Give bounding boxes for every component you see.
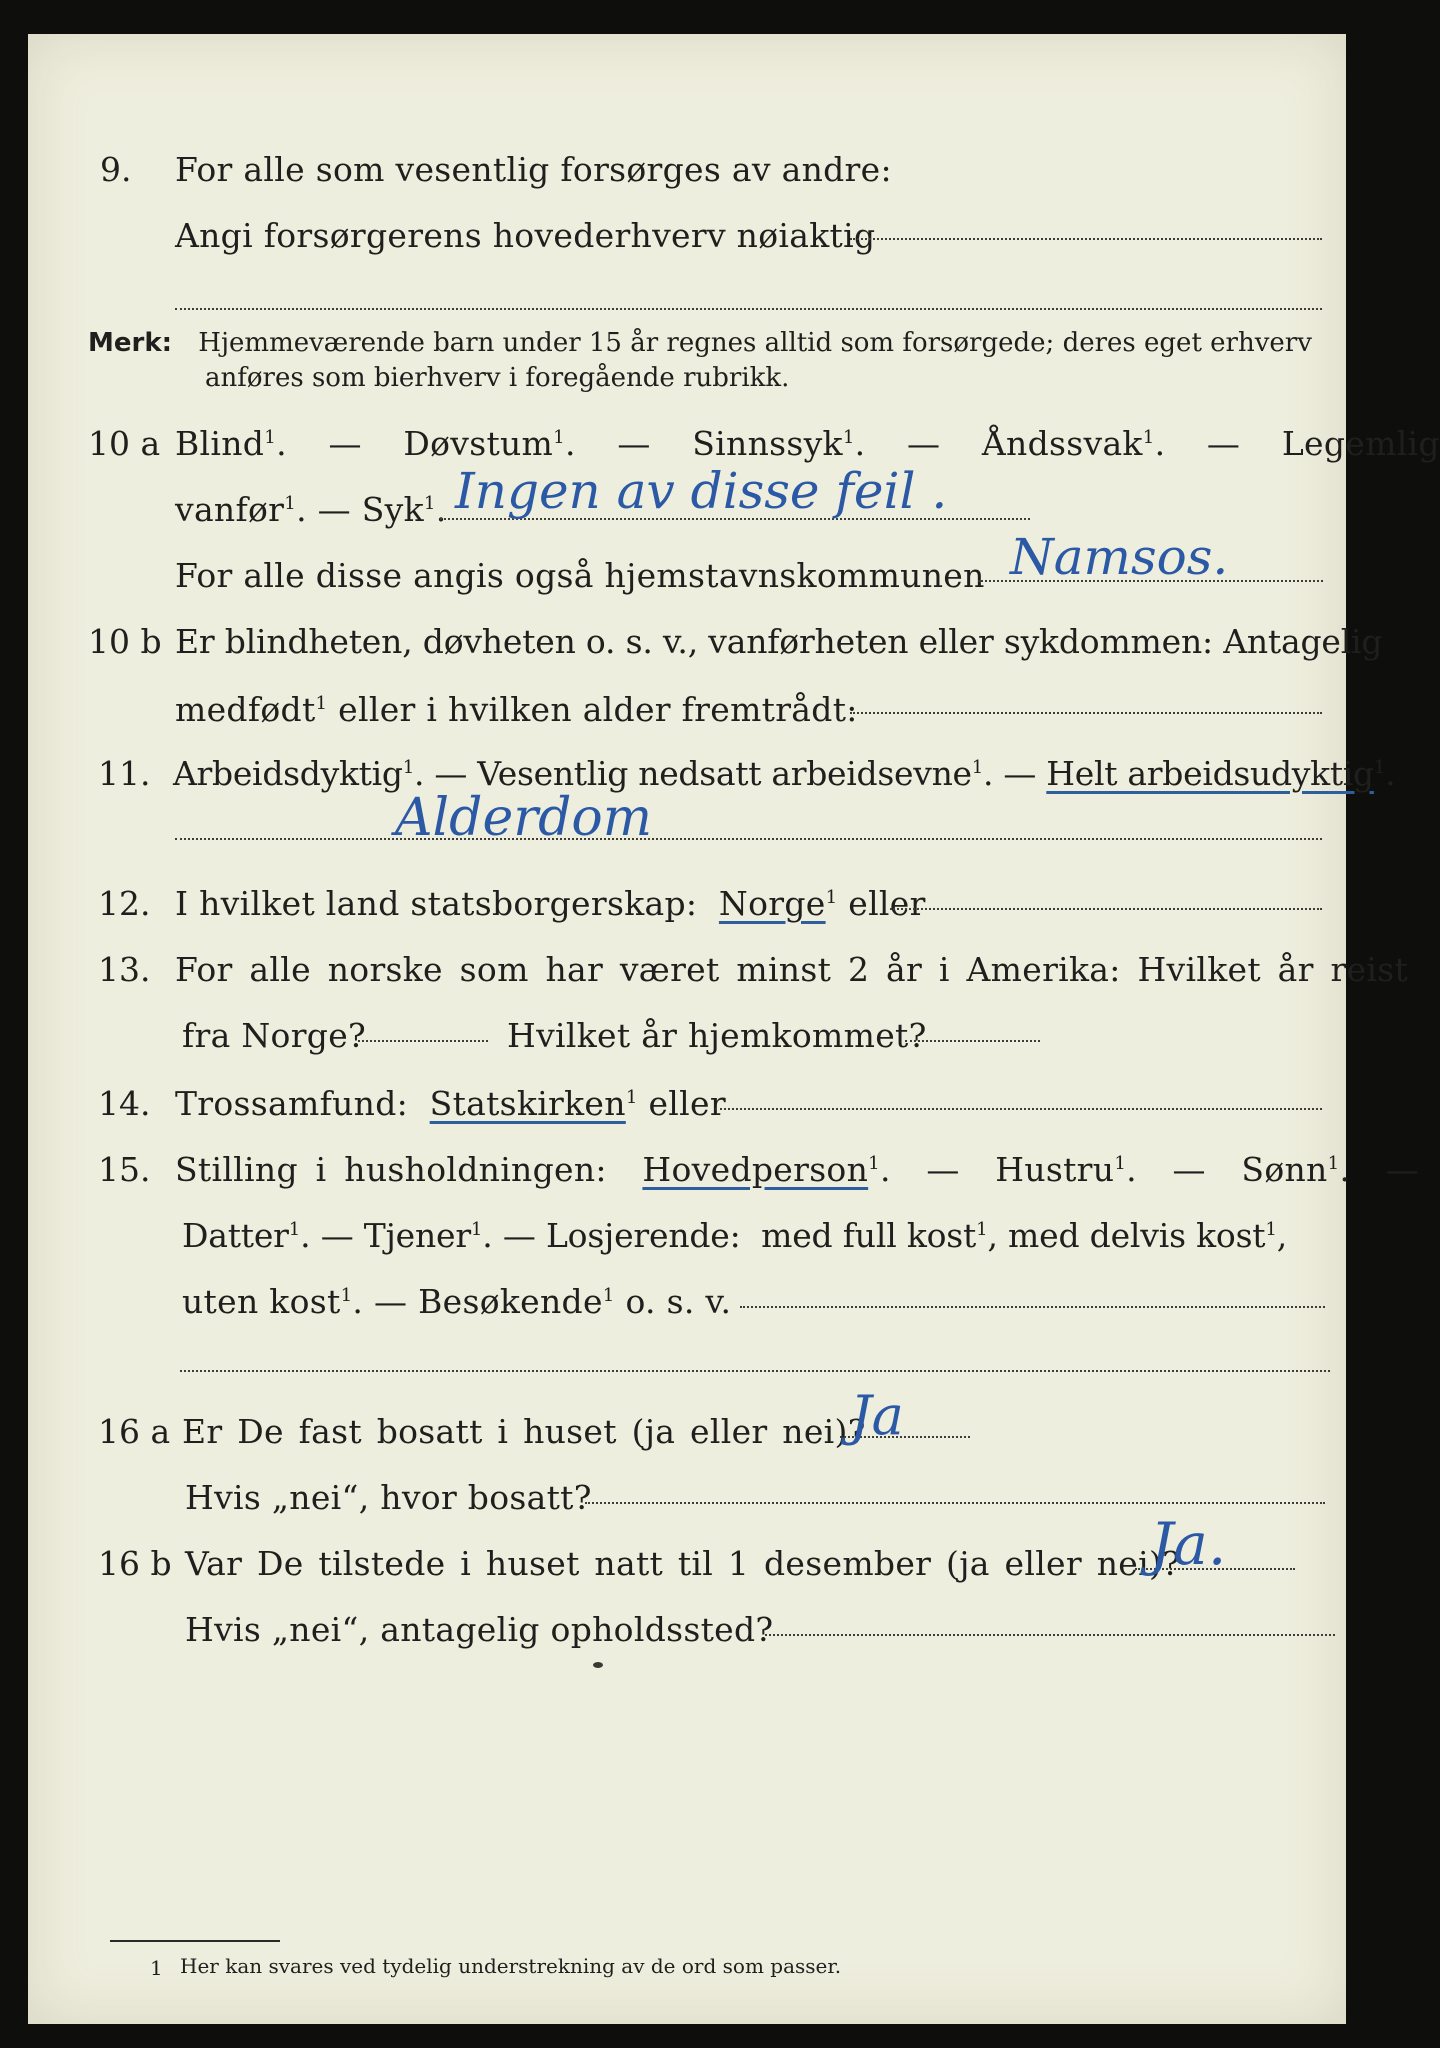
q15-line2: Datter$^1$. — Tjener$^1$. — Losjerende: med full kost$^1$, med delvis kost$^1$, (182, 1216, 1288, 1255)
q14-statskirken: Statskirken (429, 1084, 626, 1123)
q14-line: Trossamfund: Statskirken$^1$ eller (175, 1084, 726, 1123)
q15-tjener: Tjener (363, 1216, 471, 1255)
q9-line1: For alle som vesentlig forsørges av andre: (175, 150, 892, 189)
q12-line: I hvilket land statsborgerskap: Norge$^1$ eller (175, 884, 926, 923)
q16b-opholdssted-answer-line (765, 1634, 1335, 1636)
q15-osv: o. s. v. (625, 1282, 732, 1321)
q11-answer: Alderdom (395, 788, 653, 848)
q9-answer-line (850, 238, 1322, 240)
q10b-line2: medfødt$^1$ eller i hvilken alder fremtrådt: (175, 690, 858, 729)
q16a-number: 16 a (98, 1412, 171, 1451)
q10a-vanfor: vanfør (175, 490, 285, 529)
q16a-bosatt-answer-line (585, 1502, 1325, 1504)
q11-number: 11. (98, 754, 151, 793)
q16b-answer: Ja. (1150, 1510, 1227, 1578)
q12-answer-line (890, 908, 1322, 910)
q10a-andssvak: Åndssvak (981, 424, 1143, 463)
q10a-sinnssyk: Sinnssyk (692, 424, 843, 463)
q16a-line1: Er De fast bosatt i huset (ja eller nei)? (182, 1412, 866, 1451)
q14-number: 14. (98, 1084, 151, 1123)
q16a-line2: Hvis „nei“, hvor bosatt? (185, 1478, 592, 1517)
q15-uten-kost: uten kost (182, 1282, 341, 1321)
footnote-rule (110, 1940, 280, 1942)
q15-losjerende: Losjerende: (545, 1216, 741, 1255)
merk-note (88, 328, 1312, 358)
q15-answer-line-2 (180, 1370, 1330, 1372)
q15-hustru: Hustru (995, 1150, 1115, 1189)
q15-text: Stilling i husholdningen: (175, 1150, 607, 1189)
q9-number: 9. (100, 150, 132, 189)
q11-helt: Helt arbeidsudyktig (1046, 754, 1374, 793)
q15-hovedperson: Hovedperson (642, 1150, 869, 1189)
q12-text: I hvilket land statsborgerskap: (175, 884, 698, 923)
merk-line1: Hjemmeværende barn under 15 år regnes alltid som forsørgede; deres eget erhverv (198, 328, 1312, 358)
q10a-blind: Blind (175, 424, 265, 463)
q16b-number: 16 b (98, 1544, 172, 1583)
q16a-answer: Ja (850, 1384, 904, 1447)
footnote-marker: 1 (150, 1956, 163, 1980)
q14-eller: eller (648, 1084, 726, 1123)
q12-norge: Norge (718, 884, 826, 923)
q10a-line3: For alle disse angis også hjemstavnskommunen (175, 556, 985, 595)
q15-besokende: Besøkende (418, 1282, 603, 1321)
q16b-line1: Var De tilstede i huset natt til 1 desember (ja eller nei)? (185, 1544, 1181, 1583)
q13-reist-answer-line (358, 1040, 488, 1042)
q13-line1: For alle norske som har været minst 2 år i Amerika: Hvilket år reist (175, 950, 1409, 989)
q15-line3: uten kost$^1$. — Besøkende$^1$ o. s. v. (182, 1282, 732, 1321)
merk-label: Merk: (88, 328, 173, 358)
q11-line1: Arbeidsdyktig$^1$. — Vesentlig nedsatt arbeidsevne$^1$. — Helt arbeidsudyktig$^1$. (173, 754, 1396, 793)
q10b-line1: Er blindheten, døvheten o. s. v., vanførheten eller sykdommen: Antagelig (175, 622, 1383, 661)
q15-med-delvis: med delvis kost (1008, 1216, 1266, 1255)
q12-number: 12. (98, 884, 151, 923)
footnote-text: Her kan svares ved tydelig understrekning av de ord som passer. (180, 1954, 842, 1978)
q10b-answer-line (850, 712, 1322, 714)
q10a-number: 10 a (88, 424, 161, 463)
q10a-line1: Blind$^1$. — Døvstum$^1$. — Sinnssyk$^1$. — Åndssvak$^1$. — Legemlig (175, 424, 1440, 463)
q10a-legemlig: Legemlig (1281, 424, 1440, 463)
q15-line1: Stilling i husholdningen: Hovedperson$^1$. — Hustru$^1$. — Sønn$^1$. — (175, 1150, 1420, 1189)
q9-answer-line-2 (175, 308, 1322, 310)
q13-line2b: Hvilket år hjemkommet? (507, 1016, 927, 1055)
q13-line2a: fra Norge? (182, 1016, 367, 1055)
q14-answer-line (715, 1108, 1322, 1110)
q12-eller: eller (848, 884, 926, 923)
q13-number: 13. (98, 950, 151, 989)
q10a-kommune-answer: Namsos. (1010, 528, 1229, 586)
q11-answer-line (175, 838, 1322, 840)
q15-number: 15. (98, 1150, 151, 1189)
q10b-number: 10 b (88, 622, 162, 661)
q11-vesentlig: Vesentlig nedsatt arbeidsevne (477, 754, 972, 793)
q10a-dovstum: Døvstum (403, 424, 554, 463)
ink-spot (593, 1662, 603, 1668)
q10a-line2: vanfør$^1$. — Syk$^1$. (175, 490, 447, 529)
q10b-medfodt: medfødt (175, 690, 316, 729)
q9-line2: Angi forsørgerens hovederhverv nøiaktig (175, 216, 876, 255)
q10a-syk: Syk (361, 490, 424, 529)
q10b-line2-rest: eller i hvilken alder fremtrådt: (338, 690, 858, 729)
q10a-syk-answer: Ingen av disse feil . (455, 462, 948, 520)
q15-datter: Datter (182, 1216, 289, 1255)
q13-hjemkommet-answer-line (905, 1040, 1040, 1042)
q15-med-full: med full kost (761, 1216, 977, 1255)
merk-line2: anføres som bierhverv i foregående rubrikk. (205, 363, 790, 393)
q14-text: Trossamfund: (175, 1084, 409, 1123)
q15-sonn: Sønn (1241, 1150, 1328, 1189)
q11-arbeidsdyktig: Arbeidsdyktig (173, 754, 403, 793)
q15-answer-line (740, 1306, 1325, 1308)
q16b-line2: Hvis „nei“, antagelig opholdssted? (185, 1610, 774, 1649)
